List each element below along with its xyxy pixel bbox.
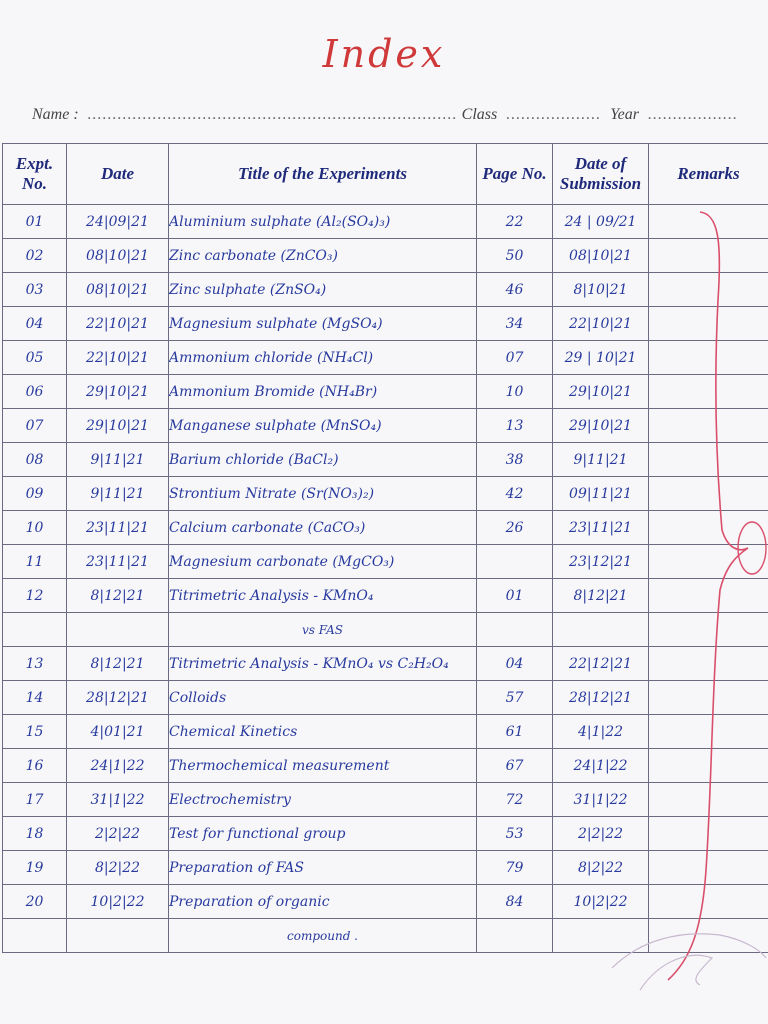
cell-submission: 08|10|21 <box>553 239 649 273</box>
table-row <box>3 239 768 273</box>
cell-expt-no: 04 <box>3 307 67 341</box>
cell-expt-no <box>3 919 67 953</box>
cell-remarks <box>649 443 768 477</box>
cell-remarks <box>649 239 768 273</box>
cell-expt-no: 11 <box>3 545 67 579</box>
cell-date: 31|1|22 <box>67 783 169 817</box>
cell-remarks <box>649 511 768 545</box>
name-label: Name : <box>32 106 79 123</box>
cell-submission: 2|2|22 <box>553 817 649 851</box>
table-row <box>3 681 768 715</box>
table-row <box>3 477 768 511</box>
cell-submission: 8|10|21 <box>553 273 649 307</box>
cell-page: 34 <box>477 307 553 341</box>
cell-title: Preparation of organic <box>169 885 477 919</box>
table-body <box>3 205 768 953</box>
table-row <box>3 205 768 239</box>
cell-date <box>67 919 169 953</box>
cell-expt-no: 10 <box>3 511 67 545</box>
cell-page: 22 <box>477 205 553 239</box>
cell-expt-no: 20 <box>3 885 67 919</box>
cell-remarks <box>649 375 768 409</box>
cell-page: 50 <box>477 239 553 273</box>
cell-title: Zinc carbonate (ZnCO₃) <box>169 239 477 273</box>
table-row <box>3 375 768 409</box>
cell-title: Magnesium carbonate (MgCO₃) <box>169 545 477 579</box>
table-row <box>3 273 768 307</box>
cell-page: 10 <box>477 375 553 409</box>
cell-page <box>477 545 553 579</box>
cell-remarks <box>649 579 768 613</box>
cell-submission: 28|12|21 <box>553 681 649 715</box>
table-row <box>3 443 768 477</box>
cell-date: 28|12|21 <box>67 681 169 715</box>
cell-submission <box>553 919 649 953</box>
cell-remarks <box>649 477 768 511</box>
cell-expt-no: 14 <box>3 681 67 715</box>
cell-date: 8|2|22 <box>67 851 169 885</box>
cell-remarks <box>649 681 768 715</box>
cell-expt-no: 09 <box>3 477 67 511</box>
cell-title: Calcium carbonate (CaCO₃) <box>169 511 477 545</box>
cell-expt-no: 12 <box>3 579 67 613</box>
cell-date: 29|10|21 <box>67 375 169 409</box>
table-row <box>3 885 768 919</box>
cell-page: 84 <box>477 885 553 919</box>
cell-remarks <box>649 783 768 817</box>
cell-submission: 22|10|21 <box>553 307 649 341</box>
cell-title: vs FAS <box>169 613 477 647</box>
cell-remarks <box>649 885 768 919</box>
table-row <box>3 545 768 579</box>
table-row <box>3 851 768 885</box>
cell-page: 13 <box>477 409 553 443</box>
col-header-no: Expt. No. <box>3 144 67 205</box>
cell-title: Chemical Kinetics <box>169 715 477 749</box>
cell-title: Aluminium sulphate (Al₂(SO₄)₃) <box>169 205 477 239</box>
cell-expt-no: 03 <box>3 273 67 307</box>
table-row <box>3 307 768 341</box>
cell-title: Barium chloride (BaCl₂) <box>169 443 477 477</box>
cell-page <box>477 919 553 953</box>
col-header-title: Title of the Experiments <box>169 144 477 205</box>
cell-date: 22|10|21 <box>67 307 169 341</box>
cell-expt-no: 05 <box>3 341 67 375</box>
cell-remarks <box>649 919 768 953</box>
cell-remarks <box>649 409 768 443</box>
cell-remarks <box>649 205 768 239</box>
cell-date: 2|2|22 <box>67 817 169 851</box>
cell-date: 8|12|21 <box>67 579 169 613</box>
cell-title: Ammonium chloride (NH₄Cl) <box>169 341 477 375</box>
cell-date: 24|09|21 <box>67 205 169 239</box>
cell-date: 23|11|21 <box>67 511 169 545</box>
cell-page: 61 <box>477 715 553 749</box>
cell-remarks <box>649 273 768 307</box>
cell-expt-no <box>3 613 67 647</box>
page-title: Index <box>322 32 446 76</box>
cell-submission: 8|12|21 <box>553 579 649 613</box>
table-row-continuation <box>3 919 768 953</box>
cell-remarks <box>649 647 768 681</box>
cell-submission: 09|11|21 <box>553 477 649 511</box>
cell-remarks <box>649 817 768 851</box>
cell-title: Ammonium Bromide (NH₄Br) <box>169 375 477 409</box>
table-row <box>3 511 768 545</box>
name-line: Name : .......................................................................... Class ................... Year .................. <box>32 106 738 123</box>
cell-page: 07 <box>477 341 553 375</box>
cell-expt-no: 17 <box>3 783 67 817</box>
col-header-date: Date <box>67 144 169 205</box>
cell-page: 46 <box>477 273 553 307</box>
cell-remarks <box>649 851 768 885</box>
cell-title: Colloids <box>169 681 477 715</box>
cell-date: 10|2|22 <box>67 885 169 919</box>
cell-submission: 24 | 09/21 <box>553 205 649 239</box>
cell-page: 57 <box>477 681 553 715</box>
table-row <box>3 817 768 851</box>
cell-date: 8|12|21 <box>67 647 169 681</box>
cell-submission: 29|10|21 <box>553 375 649 409</box>
cell-submission: 10|2|22 <box>553 885 649 919</box>
cell-submission: 23|11|21 <box>553 511 649 545</box>
cell-page: 53 <box>477 817 553 851</box>
cell-submission: 29|10|21 <box>553 409 649 443</box>
cell-remarks <box>649 545 768 579</box>
header-row <box>3 144 768 205</box>
cell-expt-no: 02 <box>3 239 67 273</box>
table-row-continuation <box>3 613 768 647</box>
table-row <box>3 341 768 375</box>
cell-date: 24|1|22 <box>67 749 169 783</box>
cell-page: 26 <box>477 511 553 545</box>
year-label: Year <box>610 106 639 123</box>
cell-page: 79 <box>477 851 553 885</box>
cell-title: compound . <box>169 919 477 953</box>
cell-date: 9|11|21 <box>67 443 169 477</box>
cell-expt-no: 16 <box>3 749 67 783</box>
cell-page: 04 <box>477 647 553 681</box>
cell-expt-no: 19 <box>3 851 67 885</box>
class-label: Class <box>461 106 498 123</box>
col-header-page: Page No. <box>477 144 553 205</box>
index-table <box>2 143 768 953</box>
cell-title: Titrimetric Analysis - KMnO₄ vs C₂H₂O₄ <box>169 647 477 681</box>
cell-page: 42 <box>477 477 553 511</box>
table-row <box>3 783 768 817</box>
cell-submission: 24|1|22 <box>553 749 649 783</box>
cell-submission: 31|1|22 <box>553 783 649 817</box>
cell-title: Thermochemical measurement <box>169 749 477 783</box>
cell-date: 22|10|21 <box>67 341 169 375</box>
table-row <box>3 647 768 681</box>
cell-date <box>67 613 169 647</box>
cell-expt-no: 08 <box>3 443 67 477</box>
cell-date: 4|01|21 <box>67 715 169 749</box>
table-row <box>3 715 768 749</box>
cell-remarks <box>649 613 768 647</box>
cell-expt-no: 15 <box>3 715 67 749</box>
cell-title: Titrimetric Analysis - KMnO₄ <box>169 579 477 613</box>
cell-submission: 23|12|21 <box>553 545 649 579</box>
col-header-remarks: Remarks <box>649 144 768 205</box>
cell-date: 08|10|21 <box>67 239 169 273</box>
cell-submission <box>553 613 649 647</box>
cell-remarks <box>649 307 768 341</box>
cell-title: Zinc sulphate (ZnSO₄) <box>169 273 477 307</box>
table-row <box>3 579 768 613</box>
cell-remarks <box>649 341 768 375</box>
cell-date: 08|10|21 <box>67 273 169 307</box>
cell-date: 23|11|21 <box>67 545 169 579</box>
cell-date: 29|10|21 <box>67 409 169 443</box>
cell-title: Magnesium sulphate (MgSO₄) <box>169 307 477 341</box>
cell-page: 67 <box>477 749 553 783</box>
cell-submission: 29 | 10|21 <box>553 341 649 375</box>
cell-submission: 9|11|21 <box>553 443 649 477</box>
table-row <box>3 409 768 443</box>
cell-title: Manganese sulphate (MnSO₄) <box>169 409 477 443</box>
cell-submission: 4|1|22 <box>553 715 649 749</box>
cell-page: 72 <box>477 783 553 817</box>
cell-title: Electrochemistry <box>169 783 477 817</box>
cell-date: 9|11|21 <box>67 477 169 511</box>
col-header-submission: Date of Submission <box>553 144 649 205</box>
cell-page: 01 <box>477 579 553 613</box>
table-row <box>3 749 768 783</box>
cell-remarks <box>649 715 768 749</box>
cell-expt-no: 13 <box>3 647 67 681</box>
cell-submission: 22|12|21 <box>553 647 649 681</box>
cell-expt-no: 07 <box>3 409 67 443</box>
cell-page <box>477 613 553 647</box>
cell-submission: 8|2|22 <box>553 851 649 885</box>
cell-page: 38 <box>477 443 553 477</box>
cell-expt-no: 06 <box>3 375 67 409</box>
cell-expt-no: 01 <box>3 205 67 239</box>
cell-title: Test for functional group <box>169 817 477 851</box>
cell-expt-no: 18 <box>3 817 67 851</box>
cell-remarks <box>649 749 768 783</box>
cell-title: Preparation of FAS <box>169 851 477 885</box>
cell-title: Strontium Nitrate (Sr(NO₃)₂) <box>169 477 477 511</box>
